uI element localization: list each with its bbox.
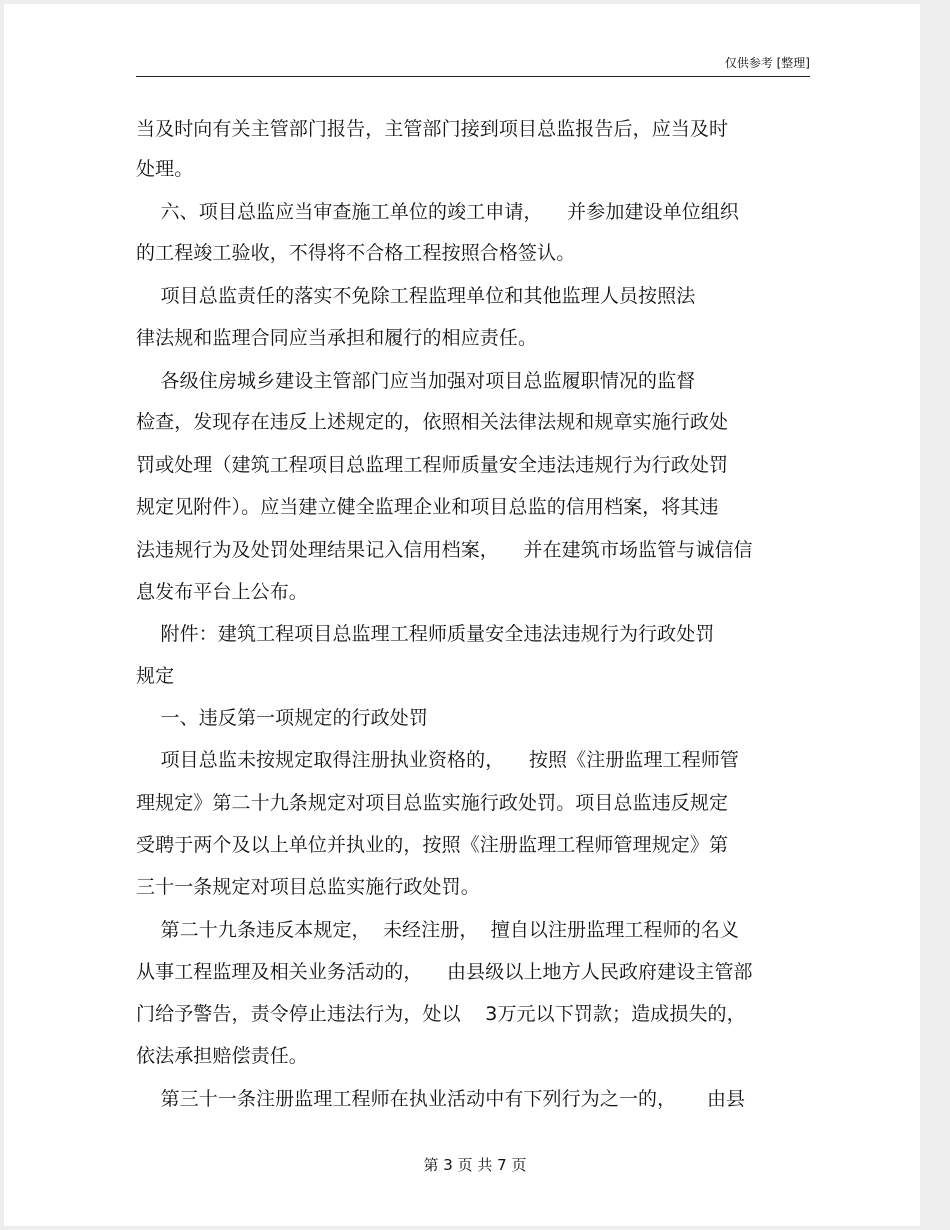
text-line: 三十一条规定对项目总监实施行政处罚。 [136, 876, 480, 898]
text-line: 依法承担赔偿责任。 [136, 1045, 308, 1067]
text-line: 规定 [136, 665, 175, 687]
text-line: 理规定》第二十九条规定对项目总监实施行政处罚。项目总监违反规定 [136, 792, 729, 814]
text-line: 罚或处理（建筑工程项目总监理工程师质量安全违法违规行为行政处罚 [136, 454, 729, 476]
text-line: 的工程竣工验收，不得将不合格工程按照合格签认。 [136, 242, 576, 264]
document-page [4, 4, 920, 1226]
text-line: 项目总监未按规定取得注册执业资格的， 按照《注册监理工程师管 [136, 749, 740, 771]
text-line: 第三十一条注册监理工程师在执业活动中有下列行为之一的， 由县 [136, 1088, 746, 1110]
text-line: 第二十九条违反本规定， 未经注册， 擅自以注册监理工程师的名义 [136, 919, 740, 941]
text-line: 一、违反第一项规定的行政处罚 [136, 707, 428, 729]
text-line: 从事工程监理及相关业务活动的， 由县级以上地方人民政府建设主管部 [136, 961, 753, 983]
text-line: 门给予警告，责令停止违法行为，处以 3万元以下罚款；造成损失的， [136, 1003, 746, 1025]
text-line: 六、项目总监应当审查施工单位的竣工申请， 并参加建设单位组织 [136, 201, 740, 223]
text-line: 当及时向有关主管部门报告，主管部门接到项目总监报告后，应当及时 [136, 118, 729, 140]
text-line: 息发布平台上公布。 [136, 581, 308, 603]
page-header [136, 54, 810, 77]
page-number: 第 3 页 共 7 页 [423, 1156, 527, 1174]
text-line: 处理。 [136, 158, 194, 180]
text-line: 律法规和监理合同应当承担和履行的相应责任。 [136, 327, 538, 349]
text-line: 附件：建筑工程项目总监理工程师质量安全违法违规行为行政处罚 [136, 623, 715, 645]
text-line: 项目总监责任的落实不免除工程监理单位和其他监理人员按照法 [136, 285, 696, 307]
text-line: 检查，发现存在违反上述规定的，依照相关法律法规和规章实施行政处 [136, 411, 729, 433]
text-line: 受聘于两个及以上单位并执业的，按照《注册监理工程师管理规定》第 [136, 834, 729, 856]
text-line: 各级住房城乡建设主管部门应当加强对项目总监履职情况的监督 [136, 370, 696, 392]
header-text: 仅供参考 [整理] [724, 56, 810, 70]
text-line: 规定见附件）。应当建立健全监理企业和项目总监的信用档案，将其违 [136, 496, 719, 518]
text-line: 法违规行为及处罚处理结果记入信用档案， 并在建筑市场监管与诚信信 [136, 539, 753, 561]
page-footer [0, 1155, 950, 1175]
